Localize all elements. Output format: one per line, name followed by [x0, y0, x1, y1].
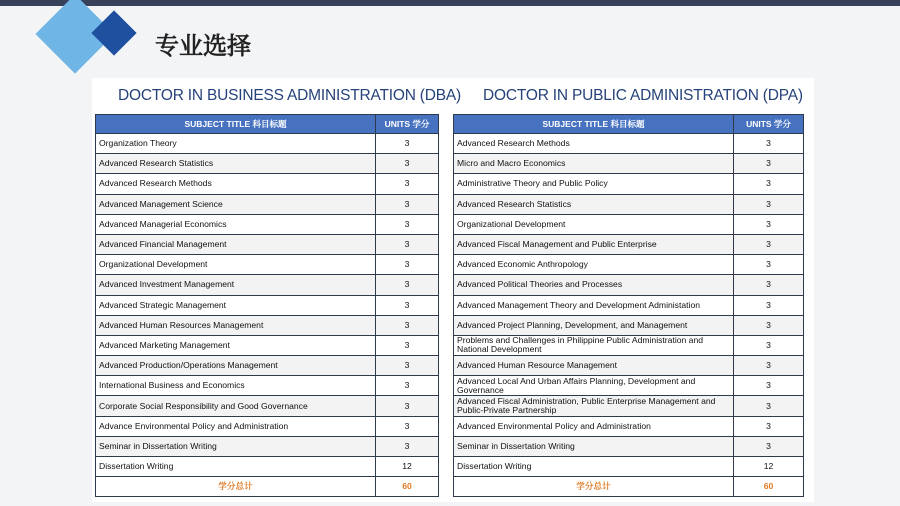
subject-cell: Advanced Marketing Management	[96, 335, 376, 355]
table-row	[454, 396, 804, 416]
units-cell: 3	[376, 234, 439, 254]
dba-table	[95, 114, 439, 497]
units-cell: 3	[376, 275, 439, 295]
units-cell: 3	[734, 154, 804, 174]
table-row	[454, 315, 804, 335]
units-cell: 3	[734, 416, 804, 436]
subject-cell: Advanced Political Theories and Processes	[454, 275, 734, 295]
table-row	[454, 194, 804, 214]
table-row	[454, 234, 804, 254]
subject-cell: Advanced Environmental Policy and Administration	[454, 416, 734, 436]
units-cell: 3	[734, 214, 804, 234]
subject-cell: Advanced Human Resource Management	[454, 356, 734, 376]
units-cell: 3	[376, 416, 439, 436]
units-cell: 3	[734, 436, 804, 456]
units-cell: 3	[376, 315, 439, 335]
units-cell: 3	[734, 396, 804, 416]
units-cell: 3	[734, 134, 804, 154]
subject-cell: Advanced Research Statistics	[454, 194, 734, 214]
table-row	[454, 295, 804, 315]
table-row	[96, 356, 439, 376]
subject-cell: Advanced Research Methods	[454, 134, 734, 154]
units-cell: 3	[376, 335, 439, 355]
subject-cell: Dissertation Writing	[96, 457, 376, 477]
subject-cell: Advanced Economic Anthropology	[454, 255, 734, 275]
total-row	[454, 477, 804, 497]
total-label: 学分总计	[454, 477, 734, 497]
table-row	[96, 255, 439, 275]
subject-cell: Corporate Social Responsibility and Good Governance	[96, 396, 376, 416]
subject-cell: Problems and Challenges in Philippine Public Administration and National Development	[454, 335, 734, 355]
table-row	[454, 416, 804, 436]
units-cell: 3	[734, 295, 804, 315]
table-row	[454, 214, 804, 234]
table-row	[454, 356, 804, 376]
subject-cell: Dissertation Writing	[454, 457, 734, 477]
subject-cell: Advanced Fiscal Management and Public Enterprise	[454, 234, 734, 254]
table-row	[96, 376, 439, 396]
table-row	[96, 295, 439, 315]
subject-cell: Advanced Financial Management	[96, 234, 376, 254]
subject-cell: Advanced Strategic Management	[96, 295, 376, 315]
table-row	[454, 436, 804, 456]
table-row	[96, 214, 439, 234]
units-cell: 3	[734, 335, 804, 355]
table-row	[96, 396, 439, 416]
units-cell: 3	[376, 134, 439, 154]
units-cell: 3	[734, 174, 804, 194]
total-value: 60	[376, 477, 439, 497]
table-row	[96, 134, 439, 154]
total-value: 60	[734, 477, 804, 497]
subject-cell: Advanced Managerial Economics	[96, 214, 376, 234]
table-row	[96, 194, 439, 214]
units-cell: 12	[376, 457, 439, 477]
dpa-subject-header: SUBJECT TITLE 科目标题	[454, 115, 734, 134]
dpa-table-title: DOCTOR IN PUBLIC ADMINISTRATION (DPA)	[483, 87, 803, 104]
page-title: 专业选择	[155, 32, 251, 60]
subject-cell: Advanced Investment Management	[96, 275, 376, 295]
units-cell: 3	[734, 315, 804, 335]
units-cell: 12	[734, 457, 804, 477]
units-cell: 3	[734, 234, 804, 254]
units-cell: 3	[376, 194, 439, 214]
subject-cell: Advanced Fiscal Administration, Public Enterprise Management and Public-Private Partnership	[454, 396, 734, 416]
dpa-units-header: UNITS 学分	[734, 115, 804, 134]
table-row	[96, 457, 439, 477]
dpa-table	[453, 114, 804, 497]
subject-cell: Organization Theory	[96, 134, 376, 154]
units-cell: 3	[376, 356, 439, 376]
subject-cell: Seminar in Dissertation Writing	[454, 436, 734, 456]
table-row	[96, 174, 439, 194]
units-cell: 3	[376, 154, 439, 174]
table-row	[96, 275, 439, 295]
total-row	[96, 477, 439, 497]
subject-cell: Organizational Development	[454, 214, 734, 234]
units-cell: 3	[734, 356, 804, 376]
subject-cell: International Business and Economics	[96, 376, 376, 396]
total-label: 学分总计	[96, 477, 376, 497]
dba-header-row	[96, 115, 439, 134]
subject-cell: Micro and Macro Economics	[454, 154, 734, 174]
units-cell: 3	[734, 255, 804, 275]
units-cell: 3	[376, 436, 439, 456]
units-cell: 3	[376, 295, 439, 315]
table-row	[96, 154, 439, 174]
table-row	[96, 234, 439, 254]
table-row	[454, 154, 804, 174]
subject-cell: Advance Environmental Policy and Administration	[96, 416, 376, 436]
subject-cell: Advanced Human Resources Management	[96, 315, 376, 335]
table-row	[96, 335, 439, 355]
table-row	[454, 275, 804, 295]
units-cell: 3	[376, 174, 439, 194]
table-row	[454, 376, 804, 396]
units-cell: 3	[376, 255, 439, 275]
dba-table-title: DOCTOR IN BUSINESS ADMINISTRATION (DBA)	[118, 87, 461, 104]
subject-cell: Seminar in Dissertation Writing	[96, 436, 376, 456]
subject-cell: Advanced Research Methods	[96, 174, 376, 194]
table-row	[454, 255, 804, 275]
dba-subject-header: SUBJECT TITLE 科目标题	[96, 115, 376, 134]
units-cell: 3	[734, 194, 804, 214]
subject-cell: Organizational Development	[96, 255, 376, 275]
units-cell: 3	[376, 396, 439, 416]
units-cell: 3	[734, 376, 804, 396]
subject-cell: Advanced Local And Urban Affairs Planning, Development and Governance	[454, 376, 734, 396]
dba-units-header: UNITS 学分	[376, 115, 439, 134]
dpa-header-row	[454, 115, 804, 134]
subject-cell: Advanced Management Science	[96, 194, 376, 214]
units-cell: 3	[734, 275, 804, 295]
subject-cell: Advanced Management Theory and Development Administation	[454, 295, 734, 315]
subject-cell: Administrative Theory and Public Policy	[454, 174, 734, 194]
table-row	[454, 335, 804, 355]
table-row	[96, 416, 439, 436]
table-row	[454, 457, 804, 477]
units-cell: 3	[376, 376, 439, 396]
subject-cell: Advanced Production/Operations Management	[96, 356, 376, 376]
table-row	[454, 134, 804, 154]
subject-cell: Advanced Project Planning, Development, and Management	[454, 315, 734, 335]
top-bar	[0, 0, 900, 6]
units-cell: 3	[376, 214, 439, 234]
table-row	[454, 174, 804, 194]
table-row	[96, 315, 439, 335]
table-row	[96, 436, 439, 456]
subject-cell: Advanced Research Statistics	[96, 154, 376, 174]
